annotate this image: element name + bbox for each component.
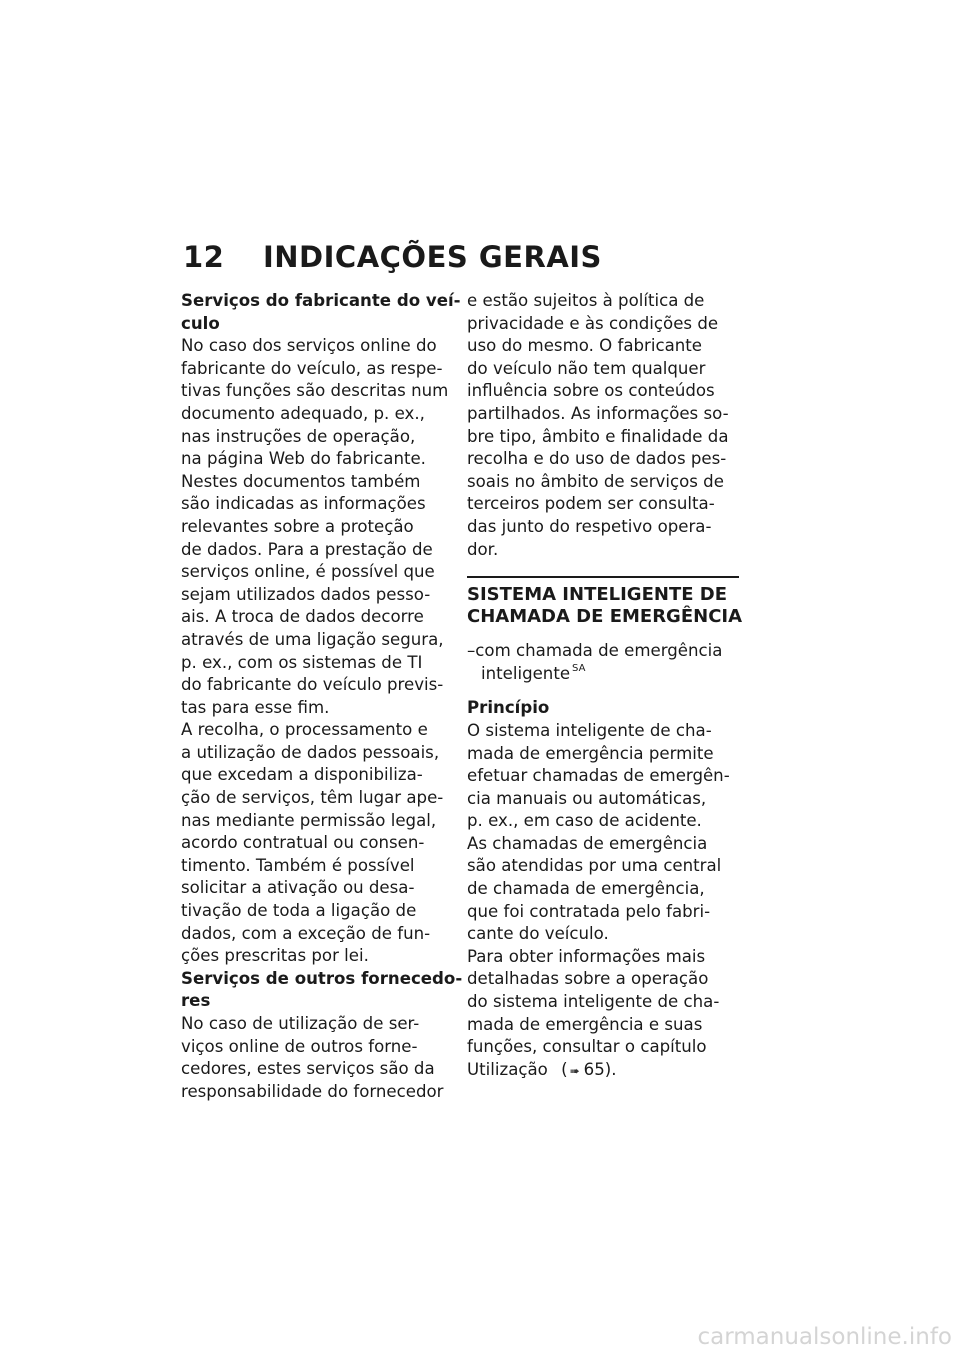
chapter-title: INDICAÇÕES GERAIS [263,240,602,274]
watermark-footer: carmanualsonline.info [697,1324,952,1350]
text-line: p. ex., em caso de acidente. [467,811,702,831]
right-column [467,290,743,1081]
text-line: detalhadas sobre a operação [467,969,709,989]
cross-reference-close: ). [604,1059,617,1079]
text-line: privacidade e às condições de [467,313,719,333]
text-line: relevantes sobre a proteção [181,516,414,536]
text-line: No caso de utilização de ser- [181,1014,420,1033]
text-line: serviços online, é possível que [181,562,435,582]
text-line: Para obter informações mais [467,946,706,966]
text-line: ais. A troca de dados decorre [181,607,424,627]
text-line: influência sobre os conteúdos [467,381,715,401]
section-title: SISTEMA INTELIGENTE DE [467,584,728,606]
spacer [467,685,739,697]
text-line: A recolha, o processamento e [181,720,428,740]
subheading-principle: Princípio [467,698,550,718]
cross-reference[interactable] [467,1059,739,1082]
subheading-other-providers: Serviços de outros fornecedo- [181,968,463,988]
text-line: recolha e do uso de dados pes- [467,449,727,469]
text-line: tas para esse fim. [181,697,330,717]
text-line: funções, consultar o capítulo [467,1037,707,1057]
text-line: na página Web do fabricante. [181,449,426,469]
subheading-other-providers-cont: res [181,991,211,1011]
arrow-right-icon: ➠ [569,1063,580,1078]
text-line: do sistema inteligente de cha- [467,992,720,1012]
text-line: e estão sujeitos à política de [467,291,705,310]
left-column [181,290,463,1103]
text-line: sejam utilizados dados pesso- [181,584,431,604]
text-line: das junto do respetivo opera- [467,516,712,536]
text-line: dor. [467,539,499,559]
cross-reference-open: ( [561,1059,568,1079]
text-line: p. ex., com os sistemas de TI [181,652,423,672]
text-line: bre tipo, âmbito e finalidade da [467,426,729,446]
text-line: do veículo não tem qualquer [467,358,706,378]
text-line: cia manuais ou automáticas, [467,788,707,808]
text-line: são atendidas por uma central [467,856,722,876]
text-line: cedores, estes serviços são da [181,1059,435,1079]
chapter-heading [183,240,602,274]
text-line: responsabilidade do fornecedor [181,1081,444,1101]
text-line: a utilização de dados pessoais, [181,742,440,762]
text-line: fabricante do veículo, as respe- [181,358,443,378]
text-line: nas instruções de operação, [181,426,416,446]
text-line: ções prescritas por lei. [181,946,369,966]
text-line: de chamada de emergência, [467,879,705,899]
chapter-number: 12 [183,240,225,274]
text-line: soais no âmbito de serviços de [467,471,724,491]
equipment-note: –com chamada de emergência [467,641,723,661]
text-line: As chamadas de emergência [467,833,708,853]
text-line: acordo contratual ou consen- [181,833,425,853]
text-line: cante do veículo. [467,924,609,944]
text-line: timento. Também é possível [181,855,415,875]
subheading-manufacturer-services-cont: culo [181,313,220,333]
text-line: terceiros podem ser consulta- [467,494,715,514]
text-line: partilhados. As informações so- [467,403,729,423]
text-line: do fabricante do veículo previs- [181,675,444,695]
cross-reference-page[interactable]: 65 [583,1059,605,1079]
text-line: tivas funções são descritas num [181,381,449,401]
text-line: mada de emergência permite [467,743,714,763]
text-line: No caso dos serviços online do [181,336,437,356]
text-line: ção de serviços, têm lugar ape- [181,788,444,808]
equipment-superscript: SA [572,662,586,674]
text-line: documento adequado, p. ex., [181,403,425,423]
text-line: dados, com a exceção de fun- [181,923,431,943]
section-divider [467,576,739,578]
equipment-note-cont [467,663,739,686]
text-line: nas mediante permissão legal, [181,810,437,830]
text-line: que foi contratada pelo fabri- [467,901,711,921]
cross-reference-text: Utilização [467,1059,548,1079]
text-line: que excedam a disponibiliza- [181,765,423,785]
spacer [467,628,739,640]
text-line: através de uma ligação segura, [181,629,444,649]
text-line: uso do mesmo. O fabricante [467,336,702,356]
subheading-manufacturer-services: Serviços do fabricante do veí- [181,291,461,310]
text-line: tivação de toda a ligação de [181,901,417,921]
equipment-note-text: inteligente [481,663,571,683]
section-title-cont: CHAMADA DE EMERGÊNCIA [467,606,743,628]
text-line: efetuar chamadas de emergên- [467,766,730,786]
text-line: Nestes documentos também [181,471,421,491]
text-line: O sistema inteligente de cha- [467,720,712,740]
text-line: mada de emergência e suas [467,1014,703,1034]
text-line: de dados. Para a prestação de [181,539,433,559]
text-line: são indicadas as informações [181,494,426,514]
text-line: viços online de outros forne- [181,1036,418,1056]
text-line: solicitar a ativação ou desa- [181,878,415,898]
